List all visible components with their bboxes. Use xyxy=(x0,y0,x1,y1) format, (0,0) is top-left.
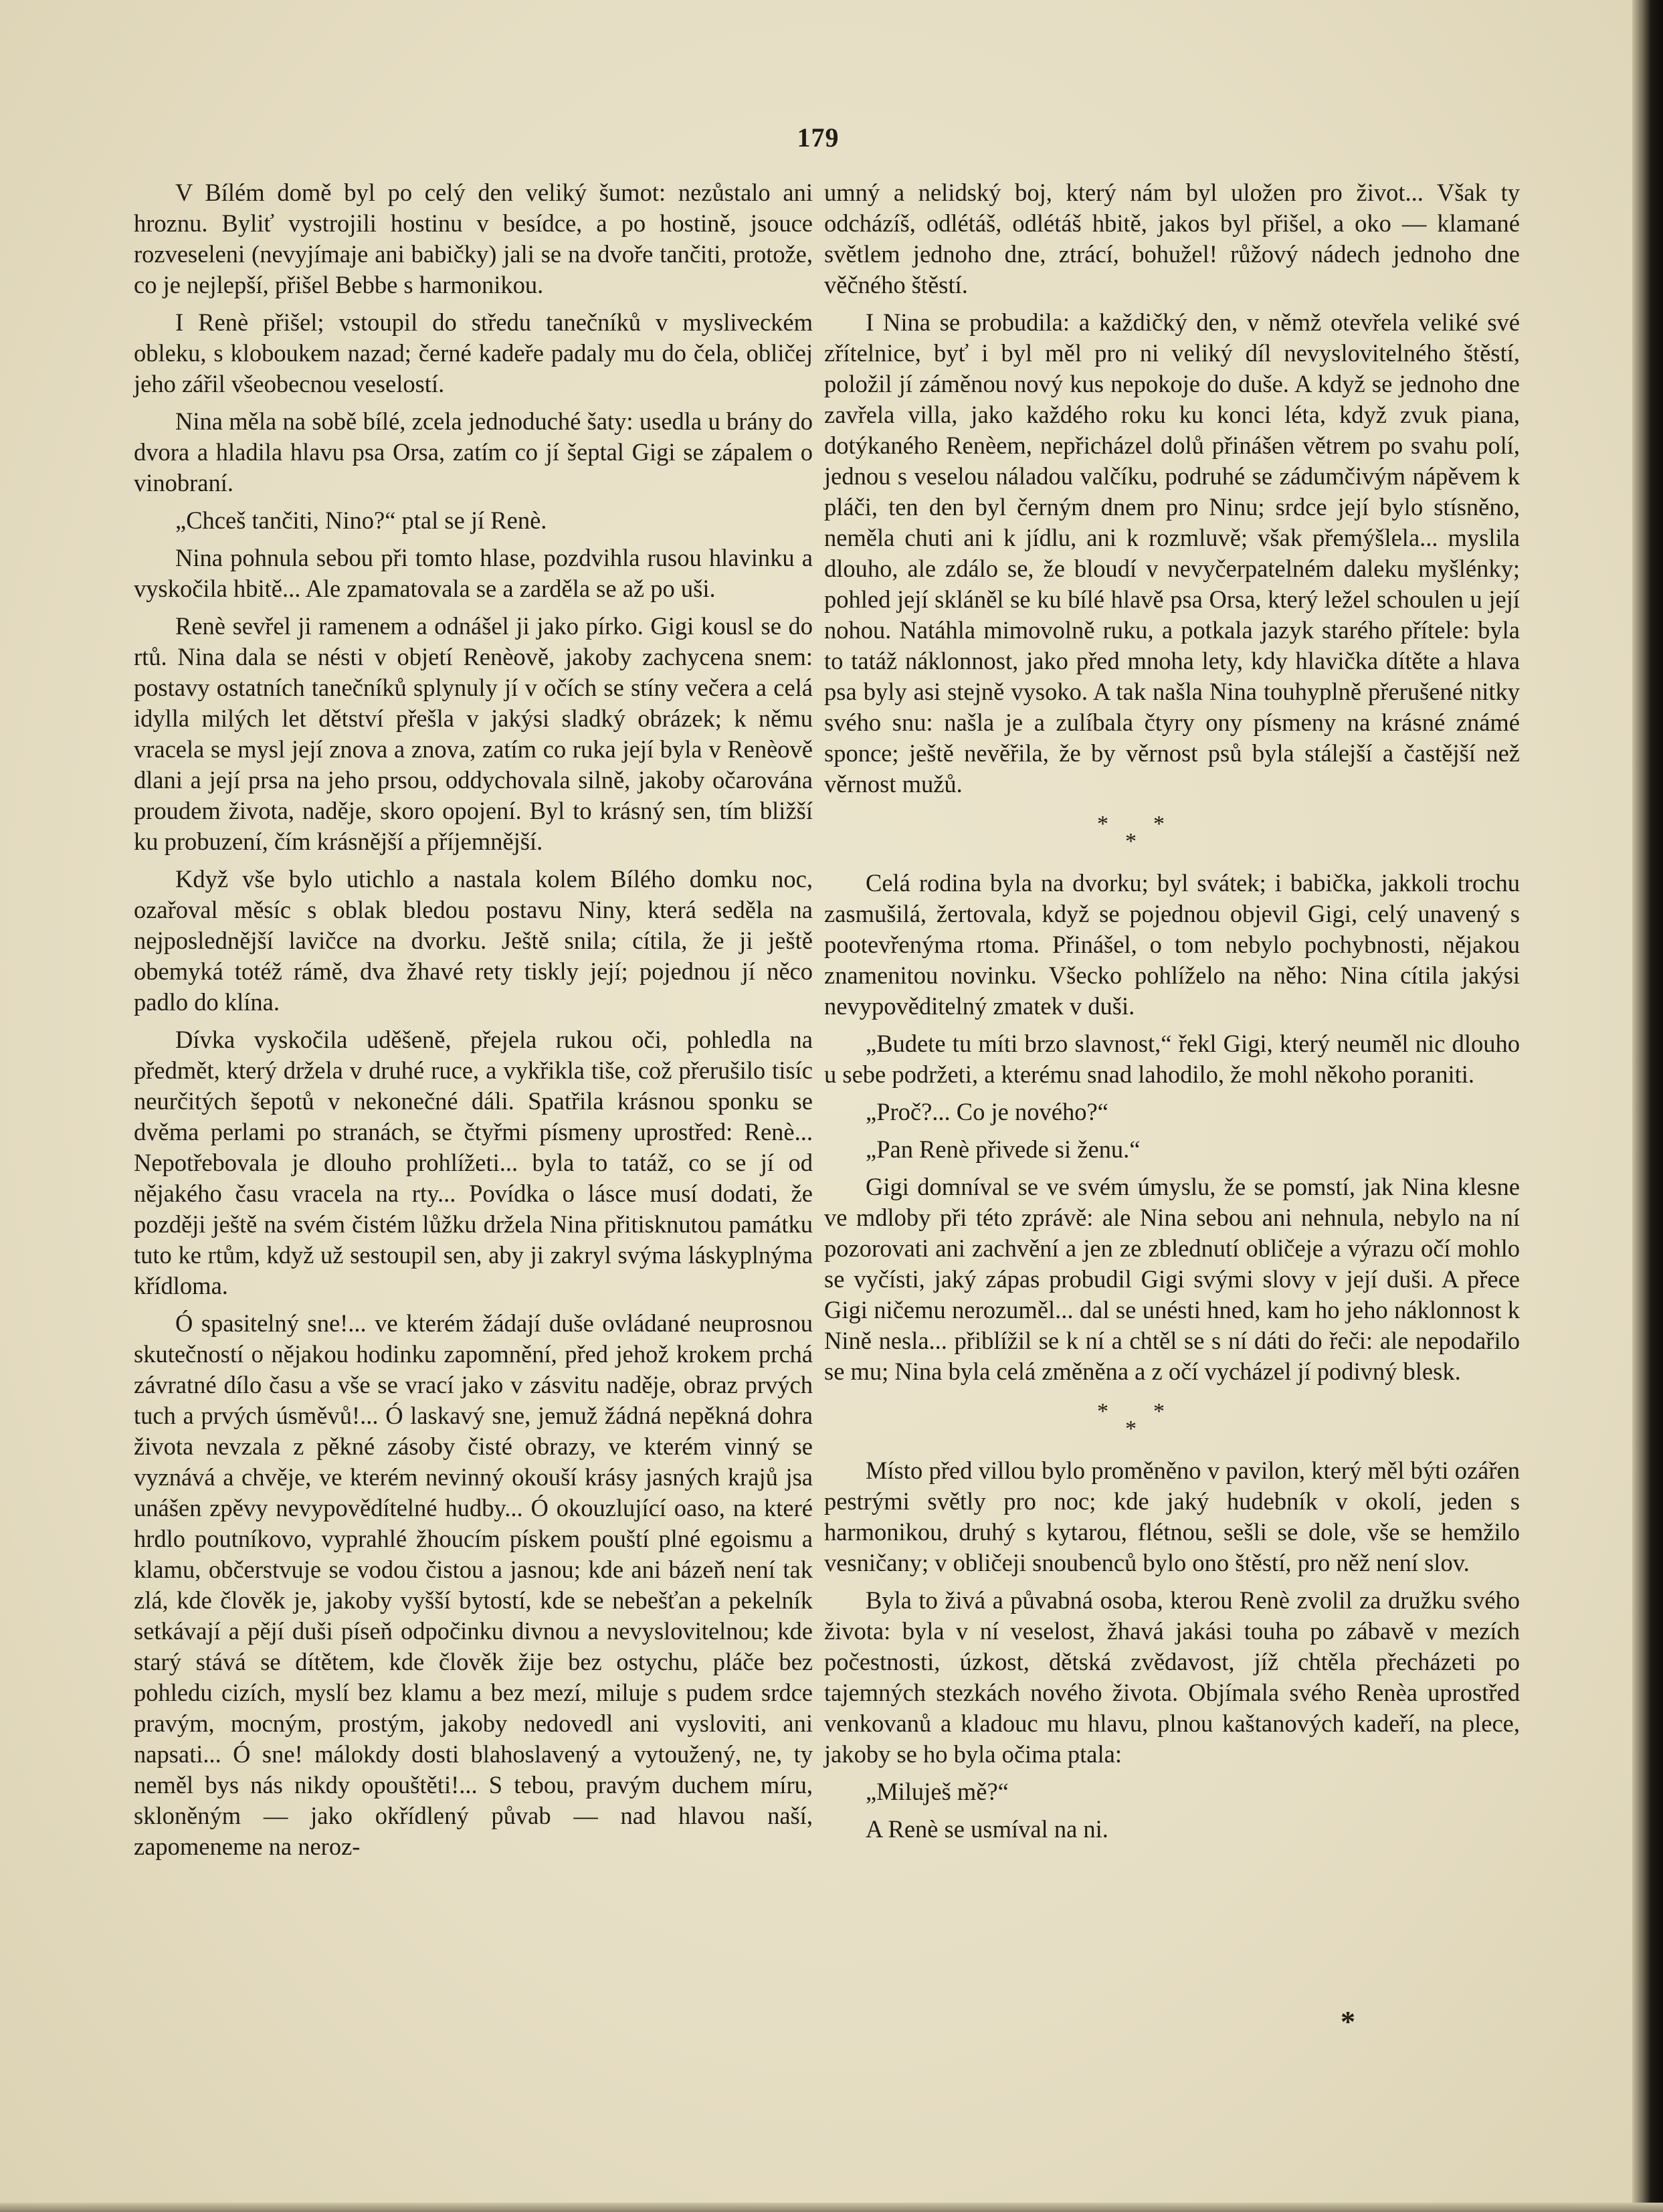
paragraph: V Bílém domě byl po celý den veliký šumot: nezůstalo ani hroznu. Byliť vystrojili hostinu v besídce, a po hostině, jsouce rozveseleni (nevyjímaje ani babičky) jali se na dvoře tančiti, protože, co je nejlepší, přišel Bebbe s harmonikou. xyxy=(134,179,813,298)
section-break-asterism xyxy=(824,806,1520,857)
paragraph: Ó spasitelný sne!... ve kterém žádají duše ovládané neuprosnou skutečností o nějakou hodinku zapomnění, před jehož krokem prchá závratné dílo času a vše se vrací jako v zásvitu naděje, obraz prvých tuch a prvých úsměvů!... Ó laskavý sne, jemuž žádná nepěkná dohra života nevzala z pěkné zásoby čisté obrazy, ve kterém vinný se vyznává a chvěje, ve kterém nevinný okouší krásy jasných krajů jsa unášen zpěvy nevypovědítelné hudby... Ó okouzlující oaso, na které hrdlo poutníkovo, vyprahlé žhoucím pískem pouští plné egoismu a klamu, občerstvuje se vodou čistou a jasnou; kde ani bázeň není tak zlá, kde člověk je, jakoby vyšší bytostí, kde se nebešťan a pekelník setkávají a pějí duši píseň odpočinku divnou a nevyslovitelnou; kde starý stává se dítětem, kde člověk žije bez ostychu, pláče bez pohledu cizích, myslí bez klamu a bez mezí, miluje s pudem srdce pravým, mocným, prostým, jakoby nedovedl ani vysloviti, ani napsati... Ó sne! málokdy dosti blahoslavený a vytoužený, ne, ty neměl bys nás nikdy opouštěti!... S tebou, pravým duchem míru, skloněným — jako okřídlený půvab — nad hlavou naší, zapomeneme na neroz- xyxy=(134,1309,813,1860)
asterisk: * xyxy=(1097,1399,1108,1424)
right-column xyxy=(824,177,1520,1851)
asterisk: * xyxy=(1125,1416,1137,1441)
paragraph: Když vše bylo utichlo a nastala kolem Bílého domku noc, ozařoval měsíc s oblak bledou postavu Niny, která seděla na nejposlednější lavičce na dvorku. Ještě snila; cítila, že ji ještě obemyká totéž rámě, dva žhavé rety tiskly její; pojednou jí něco padlo do klína. xyxy=(134,865,813,1016)
paragraph: Místo před villou bylo proměněno v pavilon, který měl býti ozářen pestrými světly pro noc; kde jaký hudebník v okolí, jeden s harmonikou, druhý s kytarou, flétnou, sešli se dole, vše se hemžilo vesničany; v obličeji snoubenců bylo ono štěstí, pro něž není slov. xyxy=(824,1457,1520,1576)
paragraph: Renè sevřel ji ramenem a odnášel ji jako pírko. Gigi kousl se do rtů. Nina dala se nésti v objetí Renèově, jakoby zachycena snem: postavy ostatních tanečníků splynuly jí v očích se stíny večera a celá idylla milých let dětství přešla v jakýsi sladký obrázek; k němu vracela se mysl její znova a znova, zatím co ruka její byla v Renèově dlani a její prsa na jeho prsou, oddychovala silně, jakoby očarována proudem života, naděje, skoro opojení. Byl to krásný sen, tím bližší ku probuzení, čím krásnější a příjemnější. xyxy=(134,612,813,855)
dialogue-line: „Proč?... Co je nového?“ xyxy=(866,1098,1108,1125)
paragraph: A Renè se usmíval na ni. xyxy=(866,1815,1108,1843)
asterisk: * xyxy=(1153,812,1165,836)
end-mark-asterisk: * xyxy=(1341,2005,1355,2038)
paragraph: Dívka vyskočila uděšeně, přejela rukou oči, pohledla na předmět, který držela v druhé ruce, a vykřikla tiše, což přerušilo tisíc neurčitých šepotů v nekonečné dáli. Spatřila krásnou sponku se dvěma perlami po stranách, se čtyřmi písmeny uprostřed: Renè... Nepotřebovala je dlouho prohlížeti... byla to tatáž, co se jí od nějakého času vracela na rty... Povídka o lásce musí dodati, že později ještě na svém čistém lůžku držela Nina přitisknutou památku tuto ke rtům, když už sestoupil sen, aby ji zakryl svýma láskyplnýma křídloma. xyxy=(134,1026,813,1299)
paragraph: Celá rodina byla na dvorku; byl svátek; i babička, jakkoli trochu zasmušilá, žertovala, když se pojednou objevil Gigi, celý unavený s pootevřenýma rtoma. Přinášel, o tom nebylo pochybnosti, nějakou znamenitou novinku. Všecko pohlíželo na něho: Nina cítila jakýsi nevypověditelný zmatek v duši. xyxy=(824,869,1520,1020)
dialogue-line: „Pan Renè přivede si ženu.“ xyxy=(866,1135,1141,1163)
paragraph-continuation: umný a nelidský boj, který nám byl uložen pro život... Však ty odcházíš, odlétáš, odlétáš hbitě, jakos byl přišel, a oko — klamané světlem jednoho dne, ztrácí, bohužel! růžový nádech jednoho dne věčného štěstí. xyxy=(824,179,1520,298)
section-break-asterism xyxy=(824,1394,1520,1445)
paragraph: I Nina se probudila: a každičký den, v němž otevřela veliké své zřítelnice, byť i byl měl pro ni veliký díl nevyslovitelného štěstí, položil jí záměnou nový kus nepokoje do duše. A když se jednoho dne zavřela villa, jako každého roku ku konci léta, když zvuk piana, dotýkaného Renèem, nepřicházel dolů přinášen větrem po svahu polí, jednou s veselou náladou valčíku, podruhé se zádumčivým nápěvem k pláči, ten den byl černým dnem pro Ninu; srdce její bylo stísněno, neměla chuti ani k jídlu, ani k rozmluvě; však přemýšlela... myslila dlouho, ale zdálo se, že bloudí v nevyčerpatelném daleku myšlénky; pohled její skláněl se ku bílé hlavě psa Orsa, který ležel schoulen u její nohou. Natáhla mimovolně ruku, a potkala jazyk starého přítele: byla to tatáž náklonnost, jako před mnoha lety, kdy hlavička dítěte a hlava psa byly asi stejně vysoko. A tak našla Nina touhyplně přerušené nitky svého snu: našla je a zulíbala čtyry ony písmeny na krásné známé sponce; ještě nevěřila, že by věrnost psů byla stálejší a častější než věrnost mužů. xyxy=(824,308,1520,798)
paragraph: Nina měla na sobě bílé, zcela jednoduché šaty: usedla u brány do dvora a hladila hlavu psa Orsa, zatím co jí šeptal Gigi se zápalem o vinobraní. xyxy=(134,407,813,496)
paragraph: Byla to živá a půvabná osoba, kterou Renè zvolil za družku svého života: byla v ní veselost, žhavá jakási touha po zábavě v mezích počestnosti, úzkost, dětská zvědavost, jíž chtěla přecházeti po tajemných stezkách nového života. Objímala svého Renèa uprostřed venkovanů a kladouc mu hlavu, plnou kaštanových kadeří, na plece, jakoby se ho byla očima ptala: xyxy=(824,1586,1520,1768)
paragraph: Nina pohnula sebou při tomto hlase, pozdvihla rusou hlavinku a vyskočila hbitě... Ale zpamatovala se a zarděla se až po uši. xyxy=(134,544,813,602)
paragraph: Gigi domníval se ve svém úmyslu, že se pomstí, jak Nina klesne ve mdloby při této zprávě: ale Nina sebou ani nehnula, nebylo na ní pozorovati ani zachvění a jen ze zblednutí obličeje a výrazu očí mohlo se vyčísti, jaký zápas probudil Gigi svými slovy v její duši. A přece Gigi ničemu nerozuměl... dal se unésti hned, kam ho jeho náklonnost k Nině nesla... přiblížil se k ní a chtěl se s ní dáti do řeči: ale nepodařilo se mu; Nina byla celá změněna a z očí vycházel jí podivný blesk. xyxy=(824,1173,1520,1385)
dialogue-line: „Chceš tančiti, Nino?“ ptal se jí Renè. xyxy=(175,506,547,534)
page-number: 179 xyxy=(797,122,840,153)
asterisk: * xyxy=(1097,812,1108,836)
dialogue-line: „Budete tu míti brzo slavnost,“ řekl Gigi, který neuměl nic dlouho u sebe podržeti, a kterému snad lahodilo, že mohl někoho poraniti. xyxy=(824,1030,1520,1088)
asterisk: * xyxy=(1153,1399,1165,1424)
paragraph: I Renè přišel; vstoupil do středu tanečníků v mysliveckém obleku, s kloboukem nazad; černé kadeře padaly mu do čela, obličej jeho zářil všeobecnou veselostí. xyxy=(134,308,813,397)
asterisk: * xyxy=(1125,829,1137,854)
page-edge-shadow xyxy=(1632,0,1663,2212)
dialogue-line: „Miluješ mě?“ xyxy=(866,1778,1009,1805)
left-column xyxy=(134,177,813,1869)
page-bottom-edge xyxy=(0,2203,1663,2212)
